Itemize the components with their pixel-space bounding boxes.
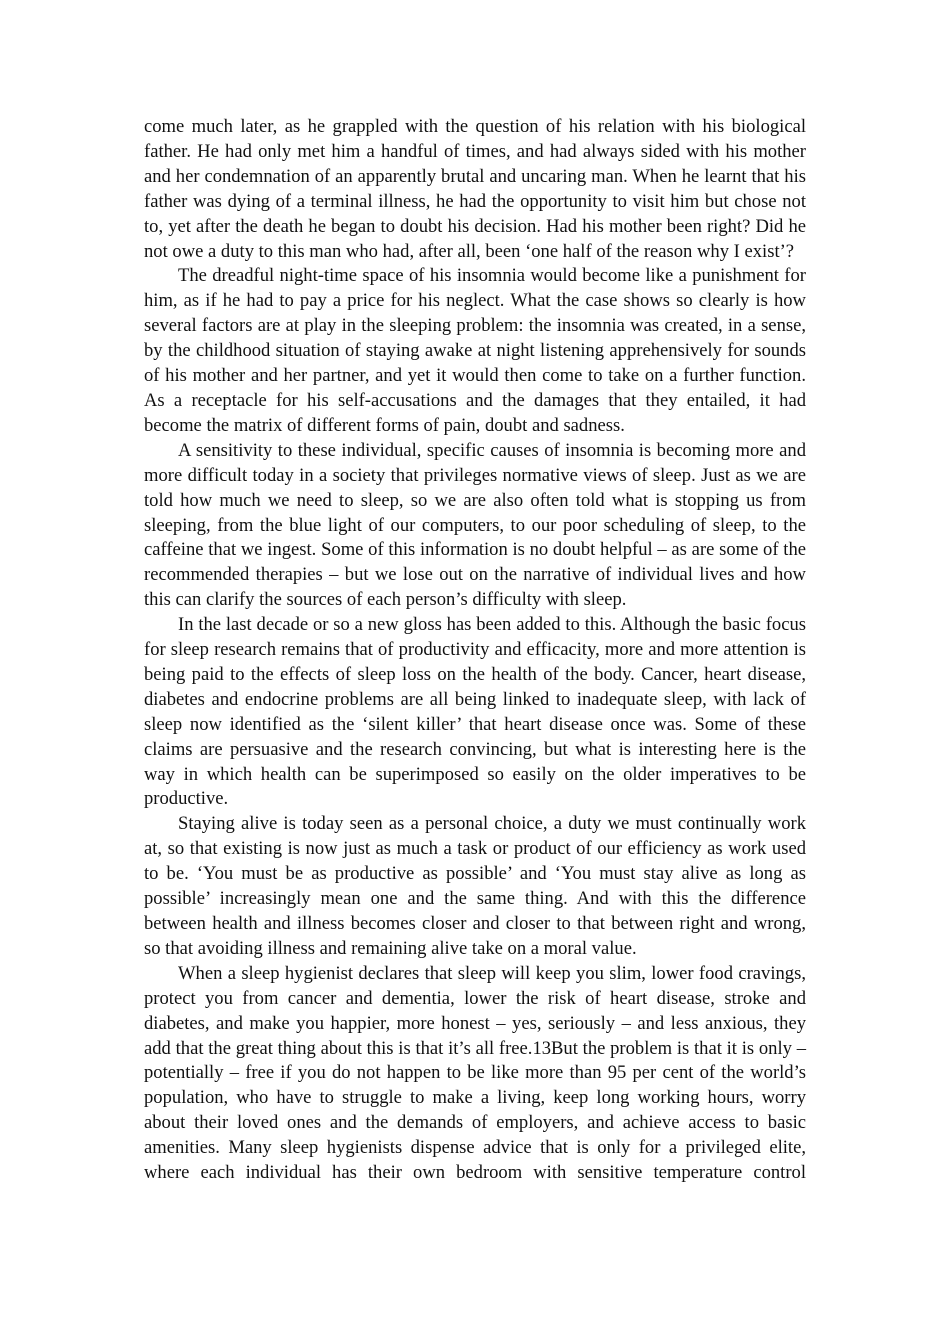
book-page-body	[144, 115, 806, 1186]
paragraph-continued: come much later, as he grappled with the question of his relation with his biological father. He had only met him a handful of times, and had always sided with his mother and her condemnation of an apparently brutal and uncaring man. When he learnt that his father was dying of a terminal illness, he had the opportunity to visit him but chose not to, yet after the death he began to doubt his decision. Had his mother been right? Did he not owe a duty to this man who had, after all, been ‘one half of the reason why I exist’?	[144, 116, 806, 262]
paragraph-sleep-hygienist: When a sleep hygienist declares that sleep will keep you slim, lower food cravings, protect you from cancer and dementia, lower the risk of heart disease, stroke and diabetes, and make you happier, more honest – yes, seriously – and less anxious, they add that the great thing about this is that it’s all free.13But the problem is that it is only – potentially – free if you do not happen to be like more than 95 per cent of the world’s population, who have to struggle to make a living, keep long working hours, worry about their loved ones and the demands of employers, and achieve access to basic amenities. Many sleep hygienists dispense advice that is only for a privileged elite, where each individual has their own bedroom with sensitive temperature control	[144, 962, 806, 1184]
paragraph-insomnia-punishment: The dreadful night-time space of his insomnia would become like a punishment for him, as if he had to pay a price for his neglect. What the case shows so clearly is how several factors are at play in the sleeping problem: the insomnia was created, in a sense, by the childhood situation of staying awake at night listening apprehensively for sounds of his mother and her partner, and yet it would then come to take on a further function. As a receptacle for his self-accusations and the damages that they entailed, it had become the matrix of different forms of pain, doubt and sadness.	[144, 265, 806, 436]
paragraph-normative-sleep: A sensitivity to these individual, specific causes of insomnia is becoming more and more difficult today in a society that privileges normative views of sleep. Just as we are told how much we need to sleep, so we are also often told what is stopping us from sleeping, from the blue light of our computers, to our poor scheduling of sleep, to the caffeine that we ingest. Some of this information is no doubt helpful – as are some of the recommended therapies – but we lose out on the narrative of individual lives and how this can clarify the sources of each person’s difficulty with sleep.	[144, 439, 806, 611]
paragraph-staying-alive: Staying alive is today seen as a personal choice, a duty we must continually work at, so that existing is now just as much a task or product of our efficiency as work used to be. ‘You must be as productive as possible’ and ‘You must stay alive as long as possible’ increasingly mean one and the same thing. And with this the difference between health and illness becomes closer and closer to that between right and wrong, so that avoiding illness and remaining alive take on a moral value.	[144, 813, 806, 959]
paragraph-health-gloss: In the last decade or so a new gloss has been added to this. Although the basic focus for sleep research remains that of productivity and efficacity, more and more attention is being paid to the effects of sleep loss on the health of the body. Cancer, heart disease, diabetes and endocrine problems are all being linked to inadequate sleep, with lack of sleep now identified as the ‘silent killer’ that heart disease once was. Some of these claims are persuasive and the research convincing, but what is interesting here is the way in which health can be superimposed so easily on the older imperatives to be productive.	[144, 614, 806, 810]
